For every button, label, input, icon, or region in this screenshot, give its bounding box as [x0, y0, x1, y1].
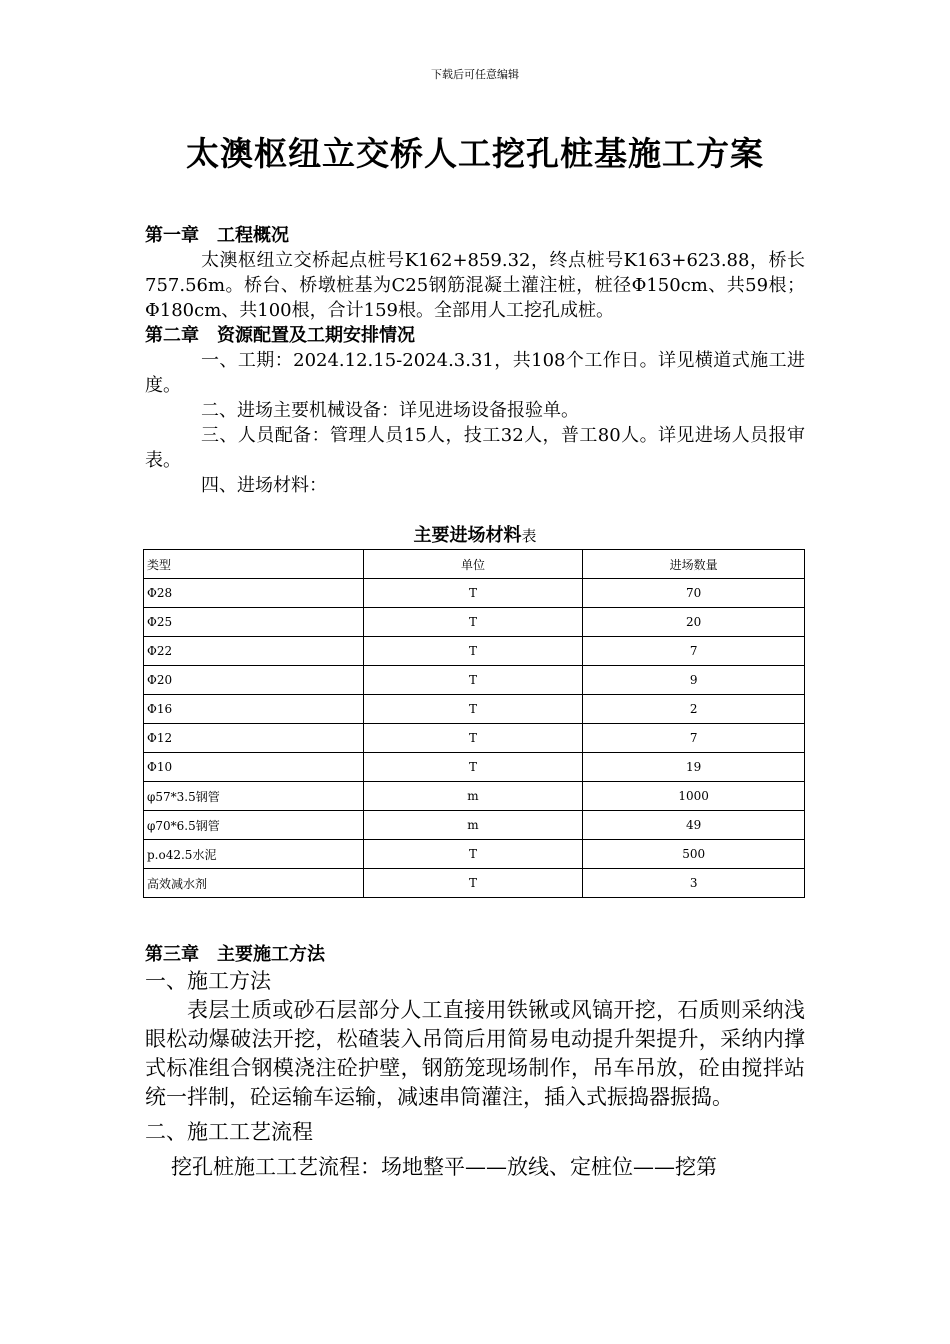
cell-unit: T [363, 695, 583, 724]
materials-table-title-text: 主要进场材料 [413, 525, 522, 546]
document-title: 太澳枢纽立交桥人工挖孔桩基施工方案 [186, 134, 764, 173]
table-header-row [144, 550, 805, 579]
materials-table-body [144, 550, 805, 898]
cell-quantity: 20 [583, 608, 805, 637]
chapter-1-and-2 [145, 223, 805, 498]
table-row [144, 608, 805, 637]
chapter-3-heading: 第三章 主要施工方法 [145, 944, 325, 965]
header-quantity: 进场数量 [583, 550, 805, 579]
cell-quantity: 3 [583, 869, 805, 898]
table-row [144, 782, 805, 811]
cell-quantity: 19 [583, 753, 805, 782]
table-row [144, 840, 805, 869]
chapter-2-item-4: 四、进场材料： [201, 475, 327, 496]
materials-table [143, 549, 805, 898]
header-note: 下载后可任意编辑 [431, 68, 519, 81]
cell-type: φ57*3.5钢管 [144, 782, 364, 811]
header-unit: 单位 [363, 550, 583, 579]
cell-type: Φ10 [144, 753, 364, 782]
table-row [144, 811, 805, 840]
chapter-1-heading: 第一章 工程概况 [145, 225, 289, 246]
section-1-paragraph: 表层土质或砂石层部分人工直接用铁锹或风镐开挖，石质则采纳浅眼松动爆破法开挖，松碴装入吊筒后用简易电动提升架提升，采纳内撑式标准组合钢模浇注砼护壁，钢筋笼现场制作，吊车吊放，砼由搅拌站统一拌制，砼运输车运输，减速串筒灌注，插入式振捣器振捣。 [145, 998, 805, 1109]
cell-unit: T [363, 753, 583, 782]
section-1-heading: 一、施工方法 [145, 969, 271, 993]
cell-unit: T [363, 840, 583, 869]
header-type: 类型 [144, 550, 364, 579]
cell-quantity: 49 [583, 811, 805, 840]
table-row [144, 724, 805, 753]
cell-quantity: 500 [583, 840, 805, 869]
cell-type: 高效减水剂 [144, 869, 364, 898]
cell-quantity: 70 [583, 579, 805, 608]
cell-unit: T [363, 637, 583, 666]
cell-quantity: 2 [583, 695, 805, 724]
cell-unit: T [363, 666, 583, 695]
table-row [144, 869, 805, 898]
table-row [144, 753, 805, 782]
cell-unit: T [363, 579, 583, 608]
cell-quantity: 9 [583, 666, 805, 695]
cell-type: Φ22 [144, 637, 364, 666]
cell-unit: T [363, 869, 583, 898]
cell-unit: T [363, 724, 583, 753]
chapter-1-paragraph: 太澳枢纽立交桥起点桩号K162+859.32，终点桩号K163+623.88，桥长757.56m。桥台、桥墩桩基为C25钢筋混凝土灌注桩，桩径Φ150cm、共59根；Φ180cm、共100根，合计159根。全部用人工挖孔成桩。 [145, 250, 805, 321]
cell-type: Φ25 [144, 608, 364, 637]
table-row [144, 666, 805, 695]
materials-table-title-suffix: 表 [521, 527, 537, 545]
chapter-2-item-3: 三、人员配备：管理人员15人，技工32人，普工80人。详见进场人员报审表。 [145, 425, 805, 471]
cell-unit: m [363, 782, 583, 811]
cell-unit: T [363, 608, 583, 637]
table-row [144, 579, 805, 608]
chapter-3 [145, 942, 805, 1182]
section-2-paragraph: 挖孔桩施工工艺流程：场地整平——放线、定桩位——挖第 [171, 1155, 717, 1179]
chapter-2-heading: 第二章 资源配置及工期安排情况 [145, 325, 415, 346]
section-2-heading: 二、施工工艺流程 [145, 1120, 313, 1144]
cell-type: Φ20 [144, 666, 364, 695]
cell-type: Φ12 [144, 724, 364, 753]
chapter-2-item-1: 一、工期：2024.12.15-2024.3.31，共108个工作日。详见横道式施工进度。 [145, 350, 805, 396]
materials-table-title [145, 523, 805, 549]
materials-table-block [145, 523, 805, 898]
cell-type: φ70*6.5钢管 [144, 811, 364, 840]
cell-unit: m [363, 811, 583, 840]
cell-quantity: 7 [583, 724, 805, 753]
cell-quantity: 7 [583, 637, 805, 666]
cell-type: Φ16 [144, 695, 364, 724]
cell-type: p.o42.5水泥 [144, 840, 364, 869]
table-row [144, 695, 805, 724]
chapter-2-item-2: 二、进场主要机械设备：详见进场设备报验单。 [201, 400, 579, 421]
table-row [144, 637, 805, 666]
cell-quantity: 1000 [583, 782, 805, 811]
cell-type: Φ28 [144, 579, 364, 608]
